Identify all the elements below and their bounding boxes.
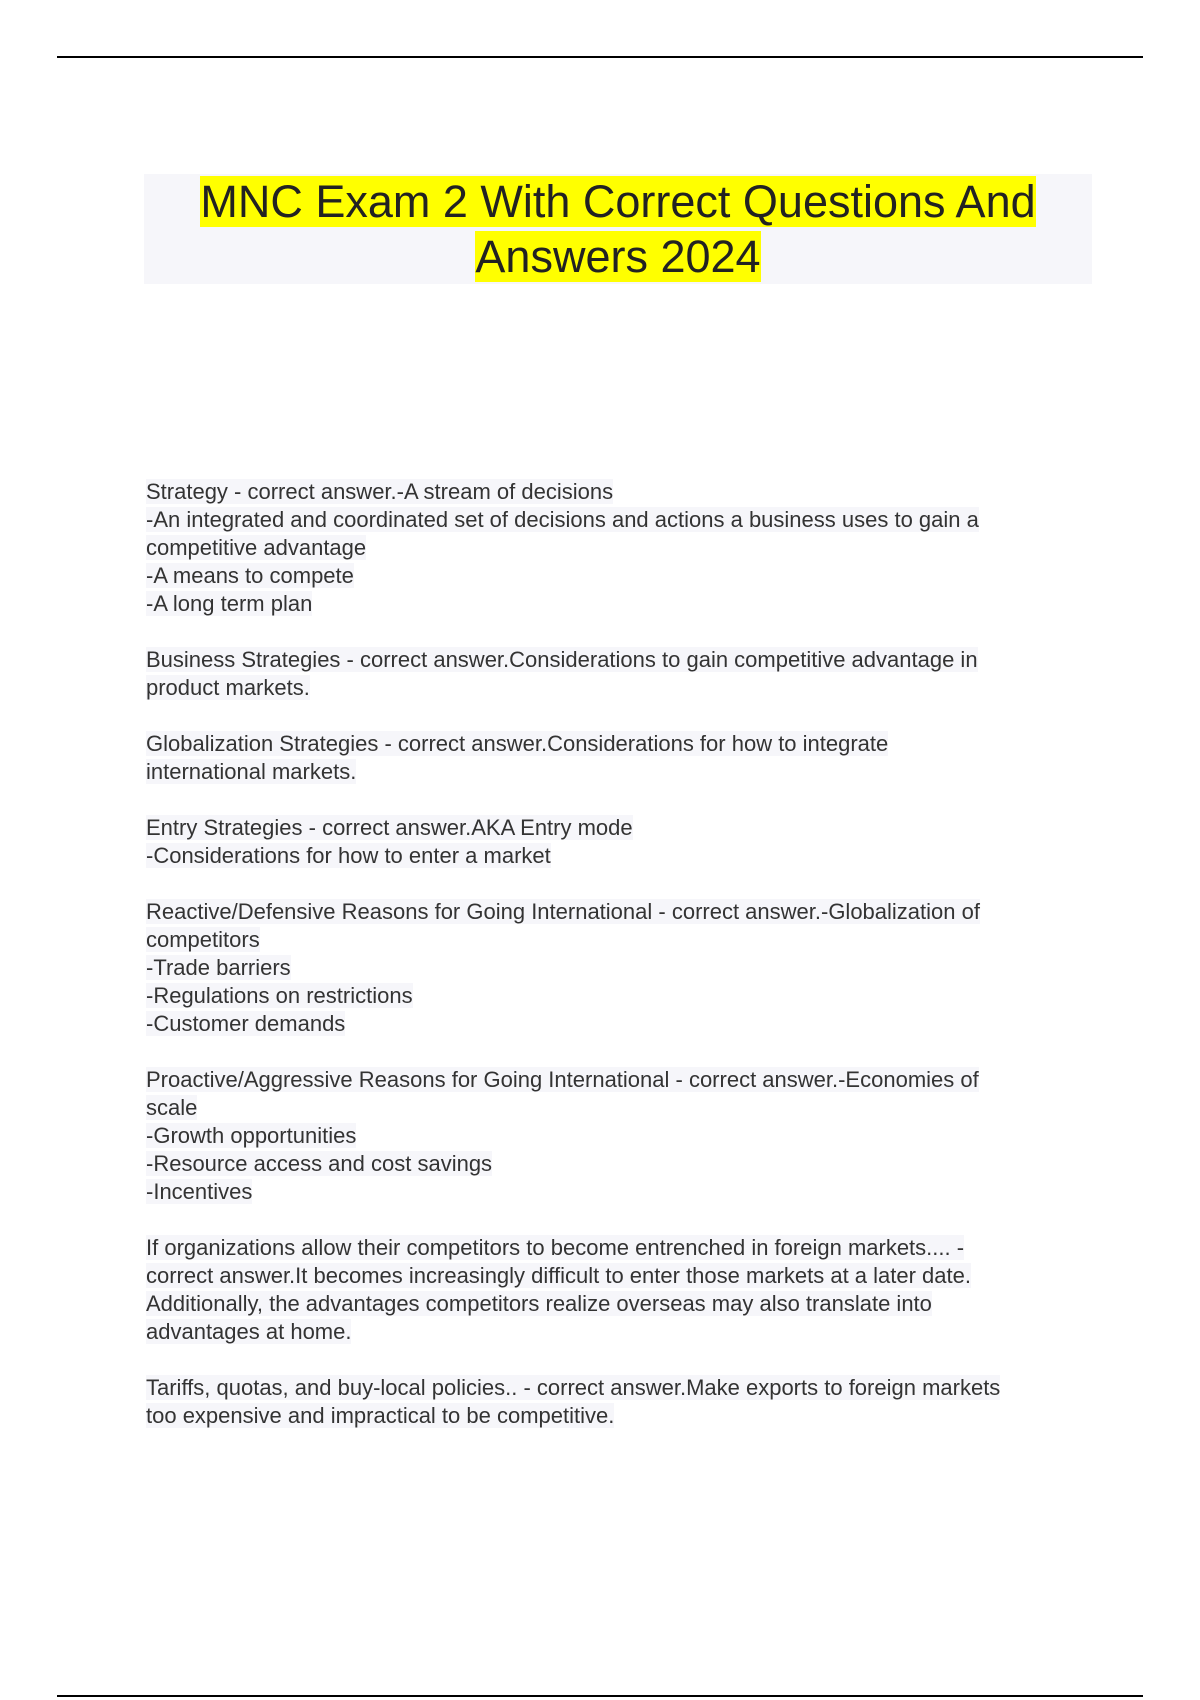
qa-line: -Customer demands <box>146 1011 346 1036</box>
top-divider <box>57 56 1143 58</box>
qa-line: international markets. <box>146 759 357 784</box>
qa-line: -Growth opportunities <box>146 1123 357 1148</box>
qa-line: Globalization Strategies - correct answer.Considerations for how to integrate <box>146 731 889 756</box>
qa-line: scale <box>146 1095 198 1120</box>
qa-line: -Incentives <box>146 1179 253 1204</box>
qa-entry-entry-strategies <box>146 814 1096 870</box>
qa-line: -Trade barriers <box>146 955 291 980</box>
qa-line: advantages at home. <box>146 1319 352 1344</box>
bottom-divider <box>57 1695 1143 1697</box>
qa-line: Strategy - correct answer.-A stream of decisions <box>146 479 614 504</box>
qa-entry-tariffs-quotas <box>146 1374 1096 1430</box>
qa-line: If organizations allow their competitors to become entrenched in foreign markets.... - <box>146 1235 965 1260</box>
qa-entry-business-strategies <box>146 646 1096 702</box>
title-line-1: MNC Exam 2 With Correct Questions And <box>200 176 1036 227</box>
qa-line: Business Strategies - correct answer.Considerations to gain competitive advantage in <box>146 647 978 672</box>
qa-list <box>146 478 1096 1458</box>
qa-line: -An integrated and coordinated set of decisions and actions a business uses to gain a <box>146 507 979 532</box>
title-line-2: Answers 2024 <box>475 231 761 282</box>
qa-line: -A long term plan <box>146 591 313 616</box>
qa-entry-strategy <box>146 478 1096 618</box>
document-title <box>144 174 1092 284</box>
qa-entry-reactive-reasons <box>146 898 1096 1038</box>
qa-entry-entrenched-competitors <box>146 1234 1096 1346</box>
qa-line: Reactive/Defensive Reasons for Going International - correct answer.-Globalization of <box>146 899 980 924</box>
qa-line: Proactive/Aggressive Reasons for Going International - correct answer.-Economies of <box>146 1067 979 1092</box>
qa-entry-globalization-strategies <box>146 730 1096 786</box>
qa-line: -Considerations for how to enter a market <box>146 843 551 868</box>
qa-line: Additionally, the advantages competitors realize overseas may also translate into <box>146 1291 932 1316</box>
qa-line: Tariffs, quotas, and buy-local policies.. - correct answer.Make exports to foreign markets <box>146 1375 1001 1400</box>
qa-line: competitive advantage <box>146 535 367 560</box>
qa-line: too expensive and impractical to be competitive. <box>146 1403 615 1428</box>
qa-line: competitors <box>146 927 260 952</box>
qa-line: -Regulations on restrictions <box>146 983 413 1008</box>
qa-line: Entry Strategies - correct answer.AKA Entry mode <box>146 815 633 840</box>
qa-line: correct answer.It becomes increasingly difficult to enter those markets at a later date. <box>146 1263 971 1288</box>
qa-line: product markets. <box>146 675 310 700</box>
qa-entry-proactive-reasons <box>146 1066 1096 1206</box>
qa-line: -Resource access and cost savings <box>146 1151 493 1176</box>
qa-line: -A means to compete <box>146 563 354 588</box>
